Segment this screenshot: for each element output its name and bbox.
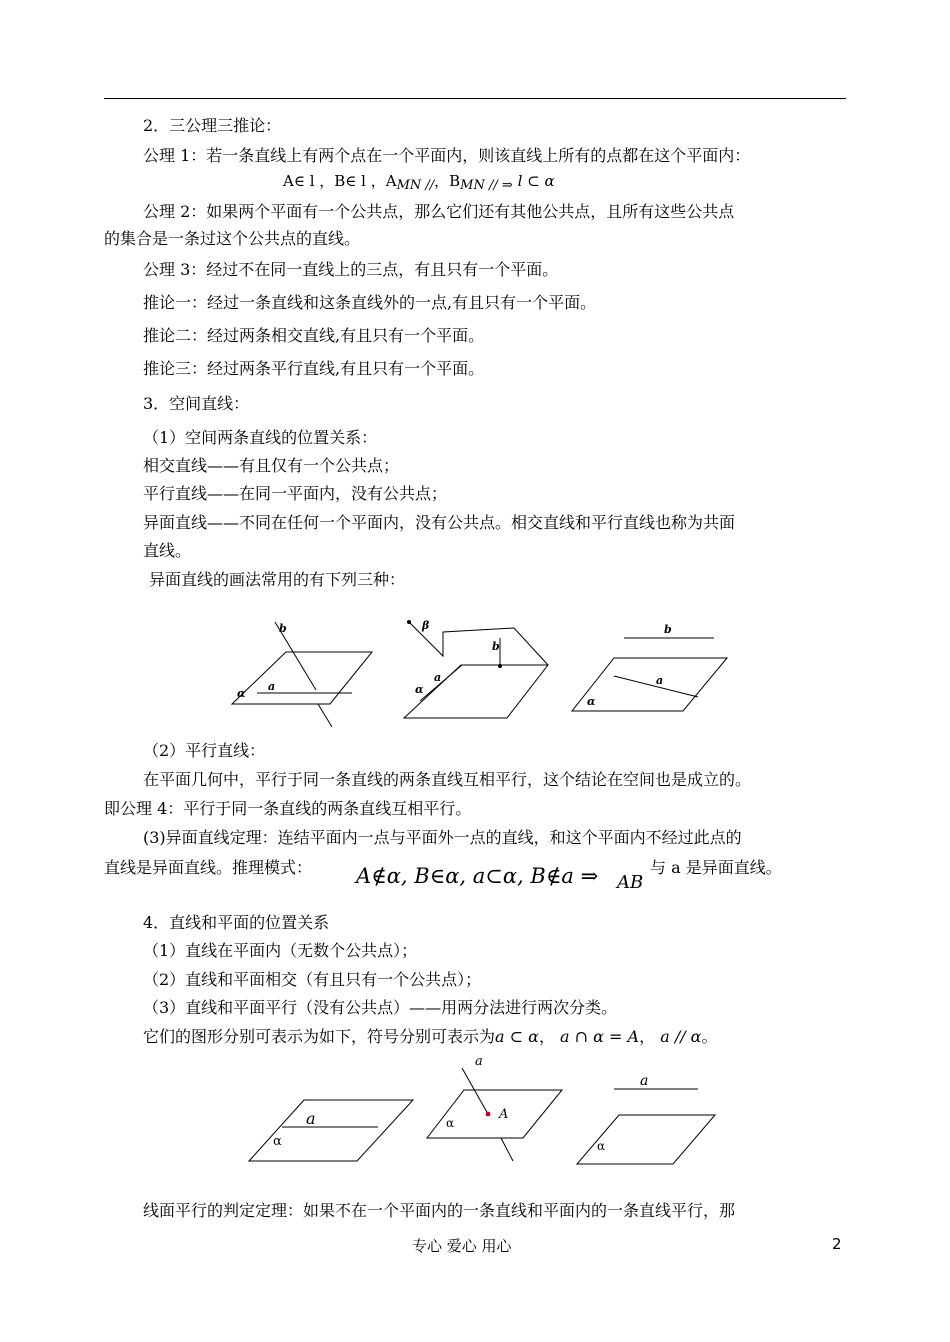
corollary-2: 推论二：经过两条相交直线,有且只有一个平面。 xyxy=(143,326,485,345)
label-alpha-4: α xyxy=(273,1134,282,1149)
axiom-3: 公理 3：经过不在同一直线上的三点，有且只有一个平面。 xyxy=(143,260,559,279)
corollary-1: 推论一：经过一条直线和这条直线外的一点,有且只有一个平面。 xyxy=(143,293,597,312)
label-a-6: a xyxy=(640,1073,649,1089)
axiom-1-formula: A∈ l ，B∈ l ，AMN //，BMN // ⇒ l ⊂ α xyxy=(283,172,555,193)
label-a-5: a xyxy=(475,1054,483,1069)
point-A xyxy=(486,1112,491,1117)
parallel-def: 平行直线——在同一平面内，没有公共点； xyxy=(143,484,448,503)
label-A: A xyxy=(499,1107,509,1122)
section-3-heading: 3．空间直线： xyxy=(143,394,250,413)
label-a-4: a xyxy=(306,1109,316,1128)
label-beta-2: β xyxy=(422,619,430,632)
label-alpha-1: α xyxy=(237,687,246,700)
label-alpha-6: α xyxy=(597,1139,606,1153)
label-alpha-5: α xyxy=(446,1116,455,1130)
label-a-2: a xyxy=(434,671,442,684)
section-3-sub-1: （1）空间两条直线的位置关系： xyxy=(143,428,378,447)
skew-def-line-2: 直线。 xyxy=(143,541,192,560)
label-b-2: b xyxy=(492,640,500,653)
draw-methods: 异面直线的画法常用的有下列三种： xyxy=(149,570,406,589)
label-alpha-2: α xyxy=(415,683,424,696)
intersect-def: 相交直线——有且仅有一个公共点； xyxy=(143,456,400,475)
theorem-line-2: 直线是异面直线。推理模式： xyxy=(104,858,313,877)
theorem-formula: A∉α, B∈α, a⊂α, B∉a ⇒ xyxy=(356,864,599,888)
plane-alpha-4 xyxy=(249,1100,413,1161)
label-b-1: b xyxy=(279,622,287,635)
theorem-ab: AB xyxy=(617,872,644,893)
page-number: 2 xyxy=(832,1235,842,1253)
plane-alpha-5 xyxy=(427,1090,562,1138)
parallel-text-2: 即公理 4：平行于同一条直线的两条直线互相平行。 xyxy=(104,799,472,818)
section-2-heading: 2．三公理三推论： xyxy=(143,116,282,135)
section-3-sub-2: （2）平行直线： xyxy=(143,741,266,760)
label-alpha-3: α xyxy=(587,695,596,708)
axiom-2-line-2: 的集合是一条过这个公共点的直线。 xyxy=(104,229,361,248)
criterion-line: 线面平行的判定定理：如果不在一个平面内的一条直线和平面内的一条直线平行，那 xyxy=(143,1201,736,1220)
symbols-line: 它们的图形分别可表示为如下，符号分别可表示为a ⊂ α， a ∩ α = A， a // α。 xyxy=(143,1027,718,1046)
line-a-5-lower xyxy=(501,1138,513,1161)
relation-item-2: （2）直线和平面相交（有且只有一个公共点）； xyxy=(143,970,482,989)
footer-motto: 专心 爱心 用心 xyxy=(412,1237,512,1255)
skew-def-line-1: 异面直线——不同在任何一个平面内，没有公共点。相交直线和平行直线也称为共面 xyxy=(143,513,736,532)
parallel-text-1: 在平面几何中，平行于同一条直线的两条直线互相平行，这个结论在空间也是成立的。 xyxy=(143,770,752,789)
relation-item-3: （3）直线和平面平行（没有公共点）——用两分法进行两次分类。 xyxy=(143,998,618,1017)
theorem-tail: 与 a 是异面直线。 xyxy=(650,858,782,877)
axiom-1: 公理 1：若一条直线上有两个点在一个平面内，则该直线上所有的点都在这个平面内： xyxy=(143,146,751,165)
label-a-1: a xyxy=(268,680,276,693)
axiom-2-line-1: 公理 2：如果两个平面有一个公共点，那么它们还有其他公共点，且所有这些公共点 xyxy=(143,202,735,221)
section-4-heading: 4．直线和平面的位置关系 xyxy=(143,913,330,932)
line-a-5-upper xyxy=(462,1068,488,1114)
label-a-3: a xyxy=(656,674,664,687)
corollary-3: 推论三：经过两条平行直线,有且只有一个平面。 xyxy=(143,359,485,378)
relation-item-1: （1）直线在平面内（无数个公共点）； xyxy=(143,941,418,960)
theorem-line-1: (3)异面直线定理：连结平面内一点与平面外一点的直线，和这个平面内不经过此点的 xyxy=(143,828,742,847)
label-b-3: b xyxy=(664,623,672,636)
